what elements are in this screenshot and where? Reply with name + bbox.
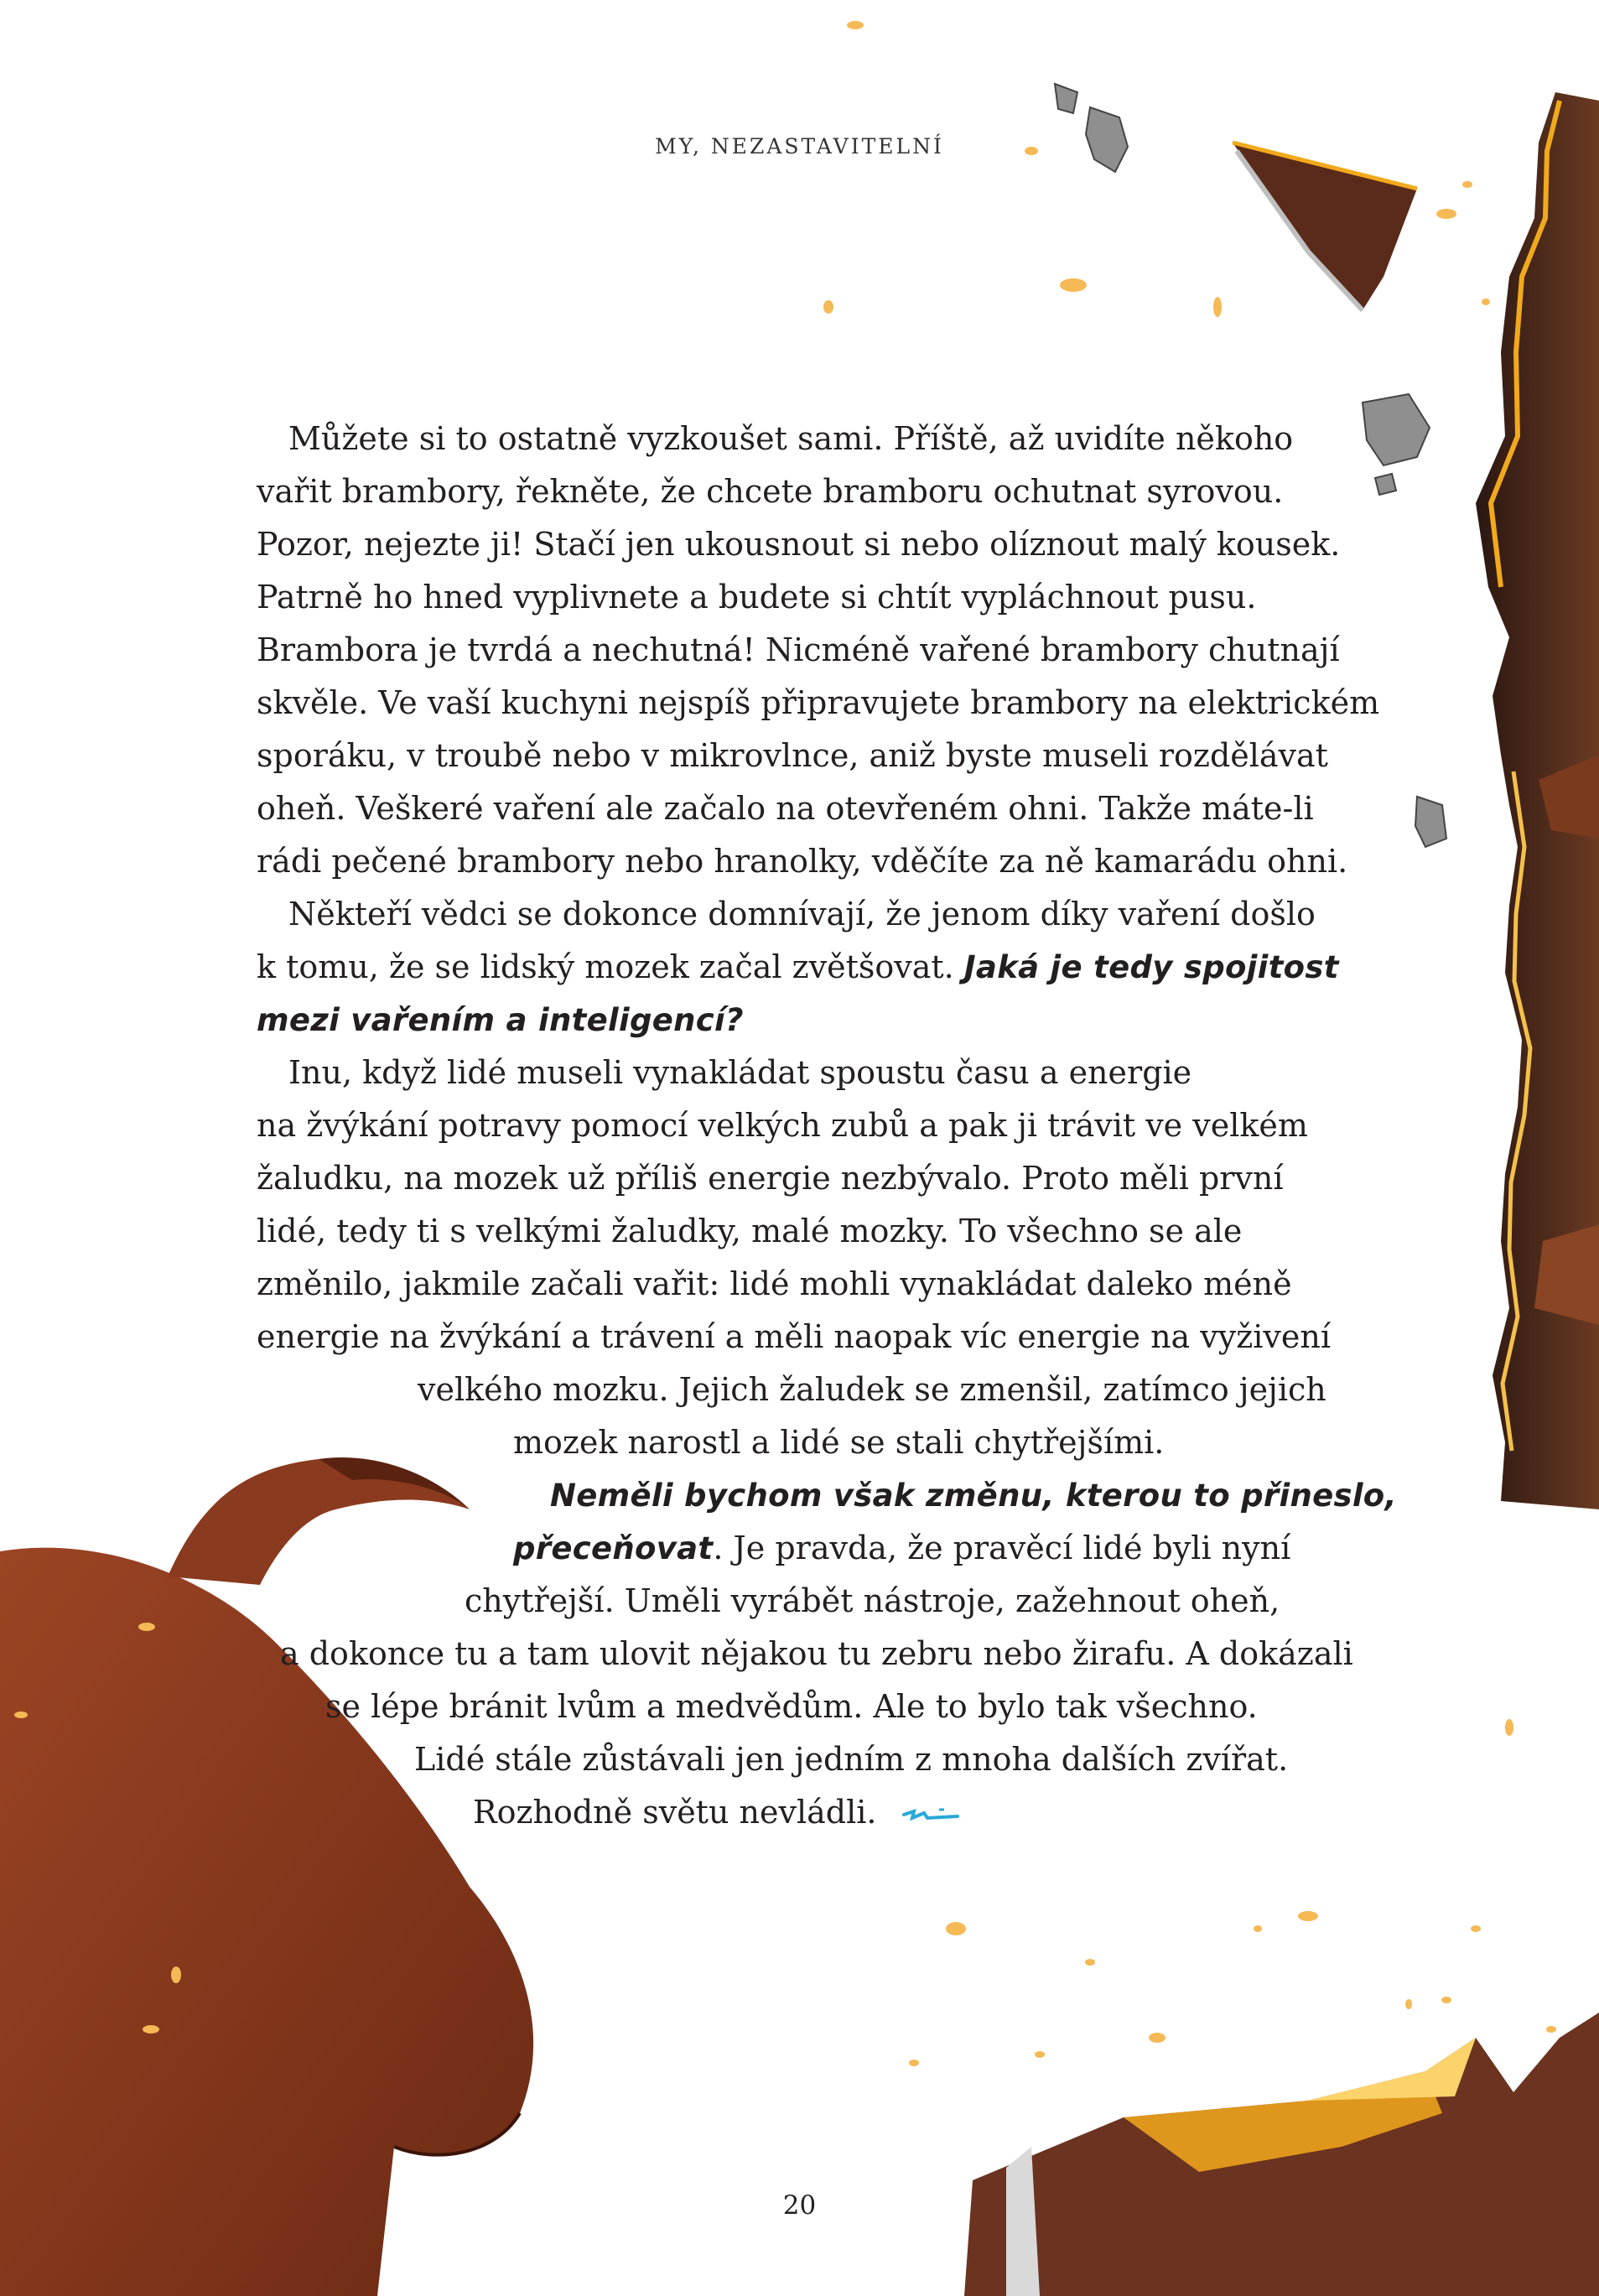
text-line: žaludku, na mozek už příliš energie nezbývalo. Proto měli první	[257, 1160, 1284, 1197]
emphasis-statement: Neměli bychom však změnu, kterou to přineslo,	[550, 1478, 1397, 1514]
emphasis-question: mezi vařením a inteligencí?	[257, 1002, 744, 1038]
text-line: sporáku, v troubě nebo v mikrovlnce, aniž byste museli rozdělávat	[257, 737, 1328, 774]
text-run: Rozhodně světu nevládli.	[473, 1794, 877, 1831]
emphasis-statement: přeceňovat	[513, 1530, 714, 1566]
text-line: lidé, tedy ti s velkými žaludky, malé mozky. To všechno se ale	[257, 1213, 1243, 1249]
text-line: Lidé stále zůstávali jen jedním z mnoha dalších zvířat.	[414, 1741, 1289, 1778]
text-line: Patrně ho hned vyplivnete a budete si chtít vypláchnout pusu.	[257, 579, 1257, 616]
text-line	[257, 1786, 1378, 1839]
text-line: Můžete si to ostatně vyzkoušet sami. Příště, až uvidíte někoho	[288, 420, 1294, 457]
text-line: chytřejší. Uměli vyrábět nástroje, zažehnout oheň,	[465, 1582, 1280, 1619]
text-line: vařit brambory, řekněte, že chcete bramboru ochutnat syrovou.	[257, 473, 1284, 510]
text-line	[257, 941, 1378, 994]
text-line: a dokonce tu a tam ulovit nějakou tu zebru nebo žirafu. A dokázali	[280, 1635, 1353, 1672]
text-line: Někteří vědci se dokonce domnívají, že jenom díky vaření došlo	[288, 896, 1316, 932]
text-line: rádi pečené brambory nebo hranolky, vděčíte za ně kamarádu ohni.	[257, 843, 1348, 880]
text-line: velkého mozku. Jejich žaludek se zmenšil, zatímco jejich	[418, 1371, 1326, 1408]
text-line: energie na žvýkání a trávení a měli naopak víc energie na vyživení	[257, 1318, 1331, 1355]
text-run: k tomu, že se lidský mozek začal zvětšovat.	[257, 948, 954, 985]
burning-log-illustration	[1476, 92, 1599, 1509]
text-line: Brambora je tvrdá a nechutná! Nicméně vařené brambory chutnají	[257, 631, 1340, 668]
section-end-icon	[902, 1805, 961, 1826]
text-line: na žvýkání potravy pomocí velkých zubů a pak ji trávit ve velkém	[257, 1107, 1308, 1144]
flying-fragment-illustration	[1233, 143, 1417, 310]
emphasis-question: Jaká je tedy spojitost	[963, 949, 1339, 985]
text-run: . Je pravda, že pravěcí lidé byli nyní	[713, 1530, 1291, 1566]
paragraph-3	[257, 1047, 1378, 1469]
text-line: skvěle. Ve vaší kuchyni nejspíš připravujete brambory na elektrickém	[257, 684, 1380, 721]
text-line: mozek narostl a lidé se stali chytřejšími.	[513, 1424, 1165, 1461]
campfire-illustration	[964, 2013, 1599, 2296]
running-header: MY, NEZASTAVITELNÍ	[655, 134, 944, 158]
article-body	[257, 413, 1397, 1839]
paragraph-1	[257, 413, 1378, 888]
text-line	[257, 1522, 1378, 1575]
page-number: 20	[782, 2190, 817, 2221]
paragraph-2	[257, 888, 1378, 1047]
text-line: změnilo, jakmile začali vařit: lidé mohli vynakládat daleko méně	[257, 1265, 1292, 1302]
text-line: Inu, když lidé museli vynakládat spoustu času a energie	[288, 1054, 1192, 1091]
paragraph-4	[257, 1469, 1397, 1839]
text-line: oheň. Veškeré vaření ale začalo na otevřeném ohni. Takže máte-li	[257, 790, 1314, 827]
text-line: se lépe bránit lvům a medvědům. Ale to bylo tak všechno.	[325, 1688, 1258, 1725]
text-line: Pozor, nejezte ji! Stačí jen ukousnout si nebo olíznout malý kousek.	[257, 526, 1341, 563]
